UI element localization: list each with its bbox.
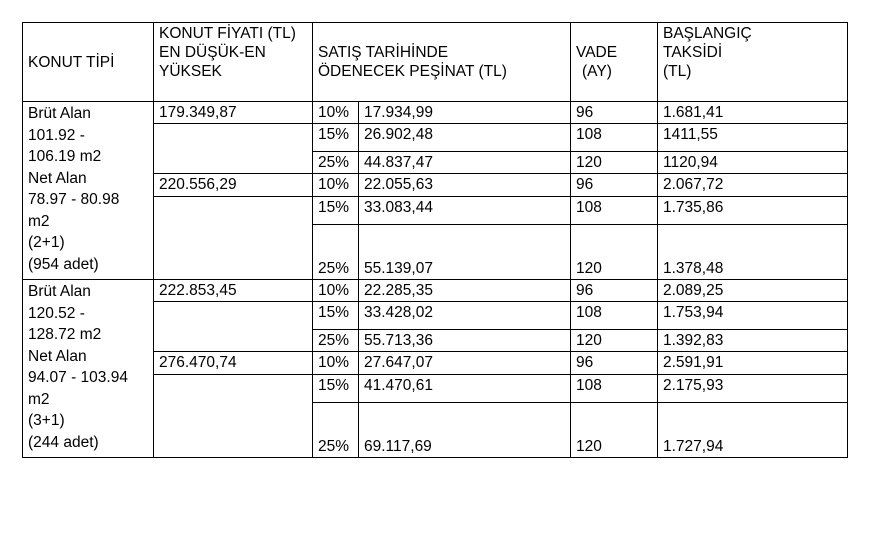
taksit-cell: 1.681,41 xyxy=(658,102,848,124)
konut-tipi-line: (244 adet) xyxy=(28,433,99,451)
vade-cell: 108 xyxy=(571,302,658,330)
taksit-cell: 2.175,93 xyxy=(658,375,848,403)
vade-cell: 96 xyxy=(571,280,658,302)
konut-tipi-line: 101.92 - xyxy=(28,126,85,144)
taksit-cell: 2.089,25 xyxy=(658,280,848,302)
konut-tipi-line: Brüt Alan xyxy=(28,105,91,122)
vade-cell: 108 xyxy=(571,197,658,225)
vade-cell: 96 xyxy=(571,352,658,375)
header-konut-tipi: KONUT TİPİ xyxy=(23,23,154,102)
vade-cell: 96 xyxy=(571,102,658,124)
pesinat-amount-cell: 33.083,44 xyxy=(359,197,571,225)
konut-tipi-cell xyxy=(23,102,154,280)
pesinat-amount-cell: 41.470,61 xyxy=(359,375,571,403)
header-line: ÖDENECEK PEŞİNAT (TL) xyxy=(318,63,507,80)
pesinat-amount-cell: 22.285,35 xyxy=(359,280,571,302)
pesinat-amount-cell: 69.117,69 xyxy=(359,403,571,458)
vade-cell: 120 xyxy=(571,152,658,174)
pesinat-percent-cell: 25% xyxy=(313,152,359,174)
header-line: VADE xyxy=(576,44,618,61)
pesinat-percent-cell: 10% xyxy=(313,352,359,375)
konut-tipi-line: Brüt Alan xyxy=(28,283,91,300)
pesinat-amount-cell: 27.647,07 xyxy=(359,352,571,375)
pesinat-percent-cell: 10% xyxy=(313,102,359,124)
konut-tipi-line: 106.19 m2 xyxy=(28,148,102,165)
pesinat-amount-cell: 44.837,47 xyxy=(359,152,571,174)
vade-cell: 96 xyxy=(571,174,658,197)
taksit-cell: 1.378,48 xyxy=(658,225,848,280)
pesinat-amount-cell: 55.713,36 xyxy=(359,330,571,352)
pesinat-amount-cell: 17.934,99 xyxy=(359,102,571,124)
header-line: YÜKSEK xyxy=(159,63,222,80)
pesinat-percent-cell: 10% xyxy=(313,174,359,197)
konut-tipi-line: 128.72 m2 xyxy=(28,326,102,343)
taksit-cell: 1.735,86 xyxy=(658,197,848,225)
price-cell: 276.470,74 xyxy=(154,352,313,375)
taksit-cell: 2.067,72 xyxy=(658,174,848,197)
vade-cell: 108 xyxy=(571,375,658,403)
konut-tipi-line: (954 adet) xyxy=(28,255,99,273)
pesinat-percent-cell: 15% xyxy=(313,375,359,403)
taksit-cell: 2.591,91 xyxy=(658,352,848,375)
taksit-cell: 1.753,94 xyxy=(658,302,848,330)
price-cell-empty xyxy=(154,124,313,174)
taksit-cell: 1411,55 xyxy=(658,124,848,152)
pesinat-amount-cell: 55.139,07 xyxy=(359,225,571,280)
header-line: (AY) xyxy=(582,63,612,80)
konut-tipi-line: Net Alan xyxy=(28,347,87,365)
vade-cell: 120 xyxy=(571,403,658,458)
konut-tipi-line: 78.97 - 80.98 xyxy=(28,191,120,208)
taksit-cell: 1.392,83 xyxy=(658,330,848,352)
vade-cell: 108 xyxy=(571,124,658,152)
konut-tipi-line: m2 xyxy=(28,390,50,408)
konut-tipi-line: 120.52 - xyxy=(28,304,85,322)
table-row xyxy=(23,280,848,302)
header-line: (TL) xyxy=(663,63,692,80)
pesinat-percent-cell: 25% xyxy=(313,225,359,280)
konut-tipi-line: (2+1) xyxy=(28,234,65,251)
price-cell-empty xyxy=(154,302,313,352)
price-cell: 222.853,45 xyxy=(154,280,313,302)
pesinat-percent-cell: 15% xyxy=(313,302,359,330)
konut-tipi-cell xyxy=(23,280,154,458)
pesinat-percent-cell: 10% xyxy=(313,280,359,302)
header-taksit xyxy=(658,23,848,102)
pesinat-percent-cell: 15% xyxy=(313,197,359,225)
price-cell: 179.349,87 xyxy=(154,102,313,124)
header-line: EN DÜŞÜK-EN xyxy=(159,44,266,61)
table-row xyxy=(23,102,848,124)
header-pesinat xyxy=(313,23,571,102)
pesinat-percent-cell: 25% xyxy=(313,330,359,352)
header-line: SATIŞ TARİHİNDE xyxy=(318,44,449,61)
pesinat-amount-cell: 26.902,48 xyxy=(359,124,571,152)
price-cell: 220.556,29 xyxy=(154,174,313,197)
taksit-cell: 1120,94 xyxy=(658,152,848,174)
price-cell-empty xyxy=(154,197,313,280)
pesinat-percent-cell: 15% xyxy=(313,124,359,152)
pesinat-amount-cell: 33.428,02 xyxy=(359,302,571,330)
vade-cell: 120 xyxy=(571,225,658,280)
header-konut-fiyati xyxy=(154,23,313,102)
header-row xyxy=(23,23,848,102)
konut-tipi-line: (3+1) xyxy=(28,412,65,429)
header-vade xyxy=(571,23,658,102)
vade-cell: 120 xyxy=(571,330,658,352)
taksit-cell: 1.727,94 xyxy=(658,403,848,458)
header-line: KONUT FİYATI (TL) xyxy=(159,25,296,42)
payment-plan-table xyxy=(22,22,848,458)
header-line: BAŞLANGIÇ xyxy=(663,25,752,42)
konut-tipi-line: m2 xyxy=(28,212,50,230)
header-line: TAKSİDİ xyxy=(663,44,723,61)
pesinat-amount-cell: 22.055,63 xyxy=(359,174,571,197)
pesinat-percent-cell: 25% xyxy=(313,403,359,458)
konut-tipi-line: Net Alan xyxy=(28,169,87,187)
price-cell-empty xyxy=(154,375,313,458)
konut-tipi-line: 94.07 - 103.94 xyxy=(28,369,128,386)
